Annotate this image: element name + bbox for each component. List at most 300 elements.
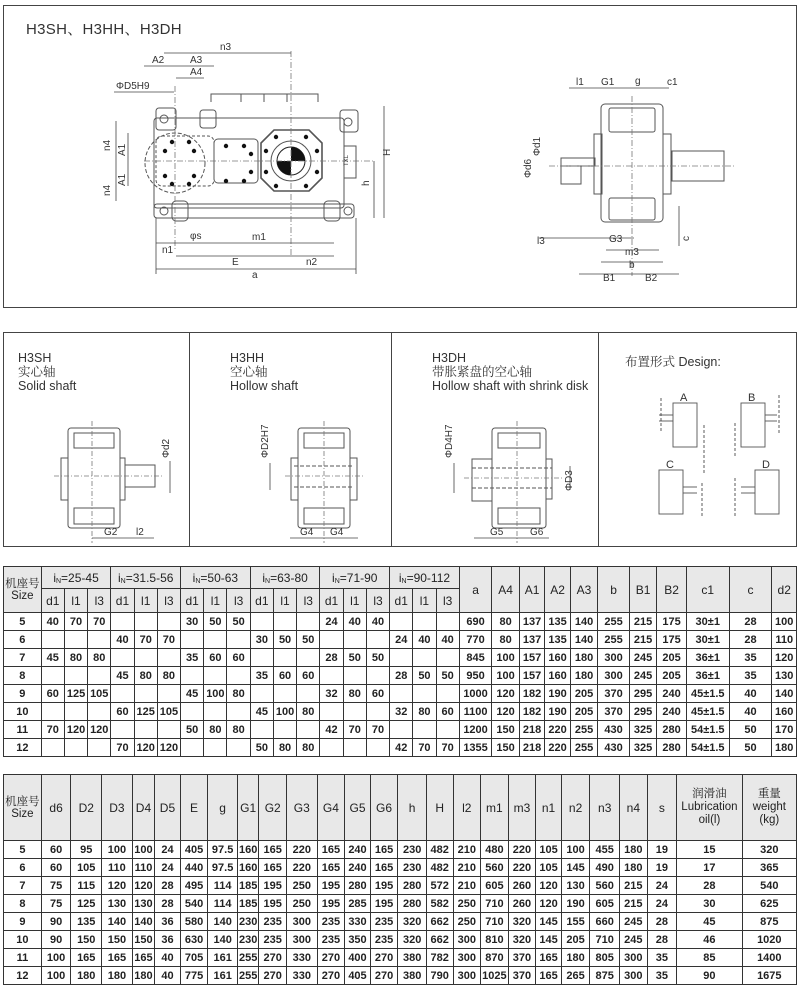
shrink-disk-drawing: [392, 333, 600, 548]
table-cell: 218: [519, 739, 544, 757]
weight-cell: 320: [742, 841, 796, 859]
drawing-title: H3SH、H3HH、H3DH: [26, 21, 182, 38]
table-cell: 120: [132, 877, 154, 895]
table-cell: 270: [370, 967, 398, 985]
table-cell: 40: [413, 631, 436, 649]
table-cell: 255: [598, 631, 630, 649]
table-row: [4, 967, 797, 985]
table-cell: 35: [250, 667, 273, 685]
col-header: n1: [536, 775, 562, 841]
col-header: g: [208, 775, 238, 841]
table-cell: 405: [180, 841, 208, 859]
table-cell: 180: [570, 649, 598, 667]
table-cell: 100: [561, 841, 590, 859]
table-cell: [227, 739, 250, 757]
table-cell: 300: [620, 967, 648, 985]
table-cell: 300: [598, 649, 630, 667]
table-cell: 215: [629, 631, 657, 649]
col-header: G1: [237, 775, 258, 841]
table-cell: 100: [492, 667, 520, 685]
table-cell: 40: [729, 703, 772, 721]
table-cell: 80: [343, 685, 366, 703]
table-cell: 97.5: [208, 859, 238, 877]
sub-col-header: l1: [204, 589, 227, 613]
table-cell: 100: [492, 649, 520, 667]
table-cell: 540: [180, 895, 208, 913]
table-cell: 120: [102, 877, 133, 895]
table-cell: 195: [317, 877, 345, 895]
svg-text:C: C: [666, 459, 674, 471]
table-cell: 36: [155, 931, 181, 949]
table-cell: 35: [729, 649, 772, 667]
table-cell: 19: [647, 859, 677, 877]
table-cell: [111, 613, 134, 631]
table-cell: 50: [729, 721, 772, 739]
table-row: [4, 613, 797, 631]
table-cell: [64, 739, 87, 757]
table-cell: [111, 721, 134, 739]
table-cell: 190: [561, 895, 590, 913]
sub-col-header: l1: [64, 589, 87, 613]
svg-text:Φd6: Φd6: [523, 158, 534, 178]
table-cell: 32: [390, 703, 413, 721]
table-cell: 24: [155, 859, 181, 877]
table-cell: 245: [629, 667, 657, 685]
table-cell: 45: [41, 649, 64, 667]
table-cell: [64, 667, 87, 685]
ratio-group-header: $i_N=50-63$: [181, 567, 251, 589]
size-cell: 7: [4, 877, 42, 895]
table-cell: 185: [237, 895, 258, 913]
table-cell: 60: [227, 649, 250, 667]
table-cell: 235: [370, 913, 398, 931]
table-cell: 150: [71, 931, 102, 949]
table-cell: 114: [208, 895, 238, 913]
table-row: [4, 895, 797, 913]
table-cell: 300: [453, 967, 481, 985]
table-cell: 105: [157, 703, 180, 721]
weight-cell: 1675: [742, 967, 796, 985]
table-cell: 35: [729, 667, 772, 685]
table-cell: 160: [545, 649, 570, 667]
svg-text:l3: l3: [537, 236, 545, 247]
size-cell: 10: [4, 931, 42, 949]
table-cell: 195: [370, 877, 398, 895]
table-cell: 235: [259, 913, 287, 931]
table-cell: 480: [481, 841, 509, 859]
table-cell: 165: [259, 841, 287, 859]
table-cell: 260: [508, 877, 536, 895]
table-cell: 195: [259, 877, 287, 895]
table-cell: 105: [88, 685, 111, 703]
table-cell: 80: [273, 739, 296, 757]
col-header: s: [647, 775, 677, 841]
table-cell: 165: [536, 949, 562, 967]
design-arrangement-panel: [598, 332, 797, 547]
svg-text:G5: G5: [490, 527, 504, 538]
table-cell: 230: [398, 859, 427, 877]
col-header: m1: [481, 775, 509, 841]
table-cell: 210: [453, 841, 481, 859]
table-cell: 245: [620, 931, 648, 949]
col-header: D5: [155, 775, 181, 841]
col-header: d6: [41, 775, 71, 841]
svg-text:A2: A2: [152, 55, 165, 66]
table-cell: [250, 685, 273, 703]
table-cell: [413, 721, 436, 739]
table-cell: 255: [237, 949, 258, 967]
table-cell: 572: [426, 877, 453, 895]
table-cell: 180: [561, 949, 590, 967]
col-header: G3: [286, 775, 317, 841]
table-cell: 40: [366, 613, 389, 631]
oil-cell: 46: [677, 931, 742, 949]
size-cell: 9: [4, 685, 42, 703]
table-cell: 205: [570, 685, 598, 703]
size-header: 机座号 Size: [4, 775, 42, 841]
table-cell: 140: [570, 631, 598, 649]
table-cell: 560: [590, 877, 620, 895]
svg-text:G4: G4: [300, 527, 314, 538]
table-cell: 605: [590, 895, 620, 913]
col-header: l2: [453, 775, 481, 841]
sub-col-header: l3: [157, 589, 180, 613]
table-cell: 370: [508, 967, 536, 985]
size-cell: 6: [4, 631, 42, 649]
table-cell: [64, 703, 87, 721]
table-cell: 70: [366, 721, 389, 739]
table-cell: [41, 667, 64, 685]
table-cell: 165: [132, 949, 154, 967]
table-cell: [273, 721, 296, 739]
table-cell: 125: [64, 685, 87, 703]
weight-cell: 625: [742, 895, 796, 913]
table-cell: 270: [259, 967, 287, 985]
table-cell: 80: [227, 685, 250, 703]
sub-col-header: l3: [227, 589, 250, 613]
table-cell: [41, 739, 64, 757]
table-cell: [297, 613, 320, 631]
table-cell: 60: [297, 667, 320, 685]
table-cell: 50: [204, 613, 227, 631]
table-cell: 250: [453, 913, 481, 931]
table-cell: 270: [317, 949, 345, 967]
table-cell: 40: [729, 685, 772, 703]
table-cell: 265: [561, 967, 590, 985]
table-cell: 157: [519, 649, 544, 667]
table-cell: [88, 703, 111, 721]
table-cell: 165: [317, 859, 345, 877]
table-cell: [88, 631, 111, 649]
table-cell: 230: [398, 841, 427, 859]
variant-name-en: Hollow shaft: [230, 379, 299, 393]
table-row: [4, 739, 797, 757]
table-cell: 165: [259, 859, 287, 877]
size-cell: 9: [4, 913, 42, 931]
table-cell: 280: [657, 739, 687, 757]
table-cell: 60: [41, 685, 64, 703]
table-cell: 405: [345, 967, 371, 985]
table-cell: 230: [237, 931, 258, 949]
svg-text:Φd1: Φd1: [532, 136, 543, 156]
table-cell: 50: [297, 631, 320, 649]
table-shaft-dimensions: [3, 566, 797, 757]
table-cell: 120: [64, 721, 87, 739]
table-cell: 790: [426, 967, 453, 985]
table-cell: 140: [208, 931, 238, 949]
table-cell: 90: [41, 913, 71, 931]
table-cell: 605: [481, 877, 509, 895]
svg-text:ΦD3: ΦD3: [564, 470, 575, 491]
sub-col-header: d1: [390, 589, 413, 613]
table-cell: 130: [132, 895, 154, 913]
table-cell: 30: [181, 613, 204, 631]
oil-cell: 45: [677, 913, 742, 931]
table-cell: 90: [41, 931, 71, 949]
svg-text:ΦD5H9: ΦD5H9: [116, 81, 150, 92]
variant-panel-h3hh: [189, 332, 392, 547]
table-cell: 300: [453, 949, 481, 967]
table-cell: 330: [286, 967, 317, 985]
table-cell: 250: [286, 877, 317, 895]
table-cell: 45: [250, 703, 273, 721]
table-cell: 70: [134, 631, 157, 649]
table-cell: 70: [111, 739, 134, 757]
size-cell: 7: [4, 649, 42, 667]
col-header: D3: [102, 775, 133, 841]
svg-text:G3: G3: [609, 234, 623, 245]
table-cell: 54±1.5: [686, 721, 729, 739]
table-cell: 45±1.5: [686, 703, 729, 721]
table-cell: 60: [273, 667, 296, 685]
variant-name-cn: 带胀紧盘的空心轴: [432, 365, 533, 379]
table-cell: [390, 613, 413, 631]
table-cell: 220: [286, 859, 317, 877]
table-cell: 165: [317, 841, 345, 859]
table-cell: 220: [508, 859, 536, 877]
table-cell: 105: [536, 841, 562, 859]
table-cell: 150: [492, 739, 520, 757]
table-cell: 50: [181, 721, 204, 739]
svg-text:n4: n4: [102, 184, 113, 196]
table-cell: 114: [208, 877, 238, 895]
col-header: G5: [345, 775, 371, 841]
table-cell: 580: [180, 913, 208, 931]
table-cell: 240: [657, 703, 687, 721]
table-cell: 35: [647, 949, 677, 967]
front-view-drawing: [4, 6, 404, 306]
table-cell: [227, 667, 250, 685]
table-cell: 28: [320, 649, 343, 667]
table-cell: 137: [519, 631, 544, 649]
svg-text:A1: A1: [117, 173, 128, 186]
table-cell: 210: [453, 877, 481, 895]
col-header: A2: [545, 567, 570, 613]
table-cell: [320, 667, 343, 685]
col-header: a: [459, 567, 492, 613]
sub-col-header: l3: [88, 589, 111, 613]
table-cell: [297, 721, 320, 739]
table-cell: 160: [545, 667, 570, 685]
table-cell: 75: [41, 895, 71, 913]
table-cell: [436, 721, 459, 739]
variant-code: H3SH: [18, 351, 52, 365]
table-cell: [366, 739, 389, 757]
table-cell: [390, 649, 413, 667]
table-cell: 42: [320, 721, 343, 739]
table-cell: 205: [657, 667, 687, 685]
table-cell: 120: [157, 739, 180, 757]
table-cell: 810: [481, 931, 509, 949]
table-cell: 400: [345, 949, 371, 967]
table-cell: 175: [657, 613, 687, 631]
table-row: [4, 913, 797, 931]
table-cell: [343, 667, 366, 685]
table-cell: 40: [155, 949, 181, 967]
table-cell: 140: [570, 613, 598, 631]
col-header: B1: [629, 567, 657, 613]
svg-text:m1: m1: [252, 232, 266, 243]
table-cell: 255: [570, 739, 598, 757]
table-cell: [204, 739, 227, 757]
table-cell: 370: [598, 703, 630, 721]
table-cell: 80: [157, 667, 180, 685]
table-cell: 280: [398, 895, 427, 913]
table-cell: 215: [629, 613, 657, 631]
col-header: n3: [590, 775, 620, 841]
size-cell: 10: [4, 703, 42, 721]
svg-text:A4: A4: [190, 67, 203, 78]
table-cell: 160: [237, 859, 258, 877]
table-cell: 70: [436, 739, 459, 757]
weight-cell: 875: [742, 913, 796, 931]
table-cell: 60: [41, 841, 71, 859]
svg-text:B: B: [748, 392, 756, 404]
table-cell: 30±1: [686, 613, 729, 631]
table-cell: 24: [647, 877, 677, 895]
table-cell: 630: [180, 931, 208, 949]
table-cell: 705: [180, 949, 208, 967]
table-cell: 300: [453, 931, 481, 949]
table-cell: 100: [204, 685, 227, 703]
table-cell: 45: [111, 667, 134, 685]
table-cell: 19: [647, 841, 677, 859]
table-cell: [134, 649, 157, 667]
table-cell: 36: [155, 913, 181, 931]
table-cell: 170: [772, 721, 797, 739]
col-header: A3: [570, 567, 598, 613]
table-cell: 710: [481, 895, 509, 913]
col-header: d2: [772, 567, 797, 613]
col-header: c: [729, 567, 772, 613]
table-cell: 295: [629, 685, 657, 703]
table-cell: 30: [250, 631, 273, 649]
table-cell: 250: [453, 895, 481, 913]
table-cell: 165: [536, 967, 562, 985]
table-cell: 60: [41, 859, 71, 877]
table-cell: 50: [366, 649, 389, 667]
table-cell: 690: [459, 613, 492, 631]
table-cell: 135: [71, 913, 102, 931]
oil-cell: 15: [677, 841, 742, 859]
table-cell: 70: [88, 613, 111, 631]
table-cell: 80: [297, 703, 320, 721]
table-cell: [250, 649, 273, 667]
table-cell: 320: [508, 931, 536, 949]
table-cell: [204, 667, 227, 685]
table-row: [4, 685, 797, 703]
table-cell: 235: [317, 913, 345, 931]
table-cell: 54±1.5: [686, 739, 729, 757]
svg-text:n2: n2: [306, 257, 318, 268]
table-cell: 120: [536, 895, 562, 913]
table-cell: 285: [345, 895, 371, 913]
table-cell: [250, 721, 273, 739]
table-cell: 370: [508, 949, 536, 967]
svg-text:g: g: [635, 76, 641, 87]
table-cell: 370: [598, 685, 630, 703]
table-cell: 495: [180, 877, 208, 895]
table-cell: 100: [772, 613, 797, 631]
table-cell: 137: [519, 613, 544, 631]
table-cell: 300: [286, 931, 317, 949]
table-cell: 28: [729, 631, 772, 649]
table-row: [4, 649, 797, 667]
table-cell: 190: [545, 685, 570, 703]
table-cell: 490: [590, 859, 620, 877]
weight-header: 重量 weight (kg): [742, 775, 796, 841]
table-cell: 110: [132, 859, 154, 877]
col-header: c1: [686, 567, 729, 613]
table-cell: 770: [459, 631, 492, 649]
table-cell: [343, 631, 366, 649]
table-cell: 100: [273, 703, 296, 721]
table-cell: [343, 739, 366, 757]
svg-text:G6: G6: [530, 527, 544, 538]
table-cell: 150: [492, 721, 520, 739]
table-cell: 165: [71, 949, 102, 967]
table-row: [4, 721, 797, 739]
sub-col-header: l1: [413, 589, 436, 613]
table-cell: 80: [64, 649, 87, 667]
table-cell: 28: [390, 667, 413, 685]
table-cell: 325: [629, 739, 657, 757]
table-cell: 160: [237, 841, 258, 859]
table-cell: 28: [155, 877, 181, 895]
table-cell: 240: [345, 841, 371, 859]
size-cell: 8: [4, 667, 42, 685]
table-cell: 190: [545, 703, 570, 721]
table-cell: [390, 685, 413, 703]
col-header: H: [426, 775, 453, 841]
table-cell: 300: [598, 667, 630, 685]
table-cell: 1200: [459, 721, 492, 739]
table-cell: [157, 685, 180, 703]
table-cell: 235: [259, 931, 287, 949]
col-header: A4: [492, 567, 520, 613]
table-cell: 220: [545, 739, 570, 757]
table-cell: 125: [134, 703, 157, 721]
table-cell: 120: [492, 703, 520, 721]
table-cell: 120: [492, 685, 520, 703]
variant-code: H3HH: [230, 351, 265, 365]
svg-text:ΦD4H7: ΦD4H7: [444, 424, 455, 458]
table-cell: 195: [259, 895, 287, 913]
size-cell: 12: [4, 739, 42, 757]
table-cell: 60: [111, 703, 134, 721]
table-cell: 155: [561, 913, 590, 931]
table-cell: 180: [71, 967, 102, 985]
